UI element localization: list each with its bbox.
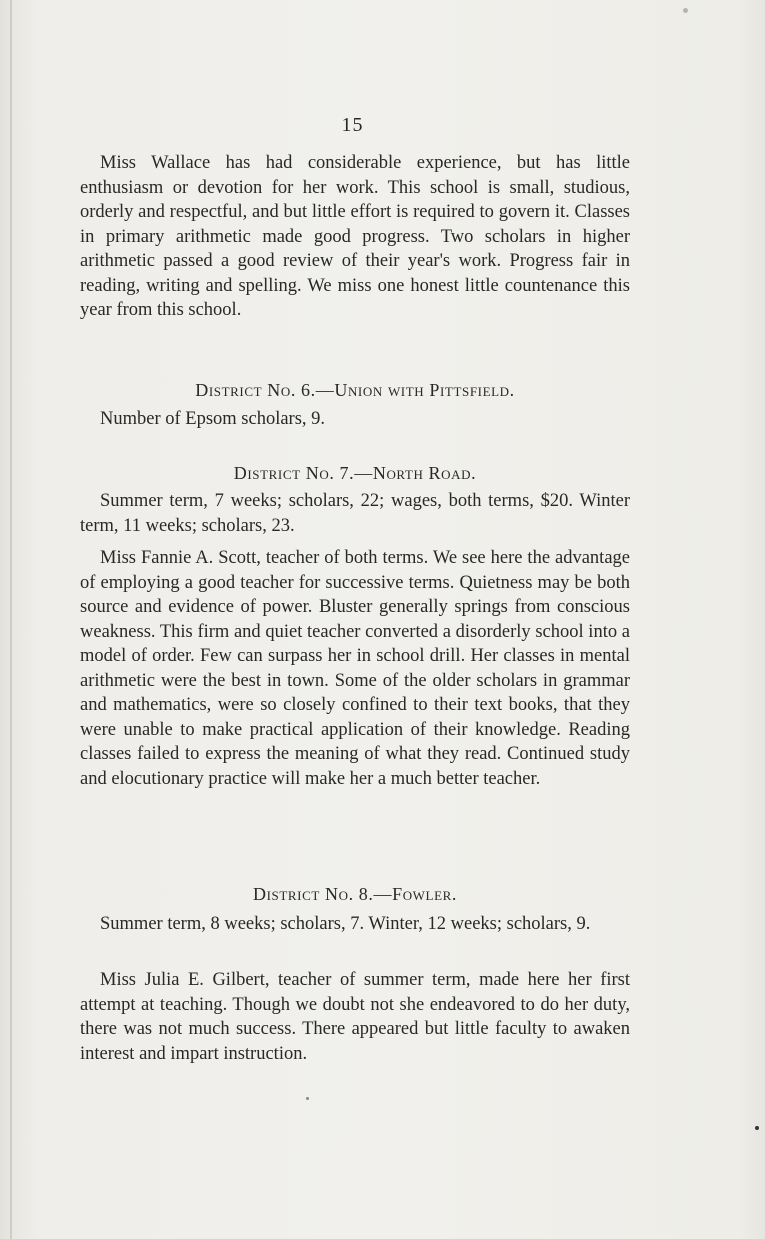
page-number: 15 <box>341 114 364 136</box>
district-8-paragraph-block <box>80 968 630 1066</box>
district-8-terms-block <box>80 912 630 937</box>
district-8-paragraph: Miss Julia E. Gilbert, teacher of summer term, made here her first attempt at teaching. Though we doubt not she endeavored to do her duty, there was not much success. There appeared but little faculty to awaken interest and impart instruction. <box>80 970 630 1064</box>
district-7-terms-block <box>80 489 630 538</box>
district-7-paragraph: Miss Fannie A. Scott, teacher of both terms. We see here the advantage of employing a good teacher for successive terms. Quietness may be both source and evidence of power. Bluster generally springs from conscious weakness. This firm and quiet teacher converted a disorderly school into a model of order. Few can surpass her in school drill. Her classes in mental arithmetic were the best in town. Some of the older scholars in grammar and mathematics, were so closely confined to their text books, that they were unable to make practical application of their knowledge. Reading classes failed to express the meaning of what they read. Continued study and elocutionary practice will make her a much better teacher. <box>80 548 630 789</box>
paragraph-wallace <box>80 151 630 323</box>
binding-gutter <box>10 0 12 1239</box>
paper-speck <box>755 1126 759 1130</box>
district-6-body <box>80 407 630 432</box>
heading-district-8: District No. 8.—Fowler. <box>252 884 458 904</box>
heading-district-6: District No. 6.—Union with Pittsfield. <box>195 380 515 400</box>
district-7-paragraph-block <box>80 546 630 791</box>
paper-speck <box>306 1097 309 1100</box>
heading-district-7: District No. 7.—North Road. <box>233 463 477 483</box>
paragraph-wallace-text: Miss Wallace has had considerable experience, but has little enthusiasm or devotion for her work. This school is small, studious, orderly and respectful, and but little effort is required to govern it. Classes in primary arithmetic made good progress. Two scholars in higher arithmetic passed a good review of their year's work. Progress fair in reading, writing and spelling. We miss one honest little countenance this year from this school. <box>80 153 630 320</box>
district-6-scholars: Number of Epsom scholars, 9. <box>100 409 326 429</box>
paper-speck <box>683 8 688 13</box>
district-8-terms: Summer term, 8 weeks; scholars, 7. Winter, 12 weeks; scholars, 9. <box>100 914 591 934</box>
district-7-terms: Summer term, 7 weeks; scholars, 22; wages, both terms, $20. Winter term, 11 weeks; scholars, 23. <box>80 491 630 536</box>
